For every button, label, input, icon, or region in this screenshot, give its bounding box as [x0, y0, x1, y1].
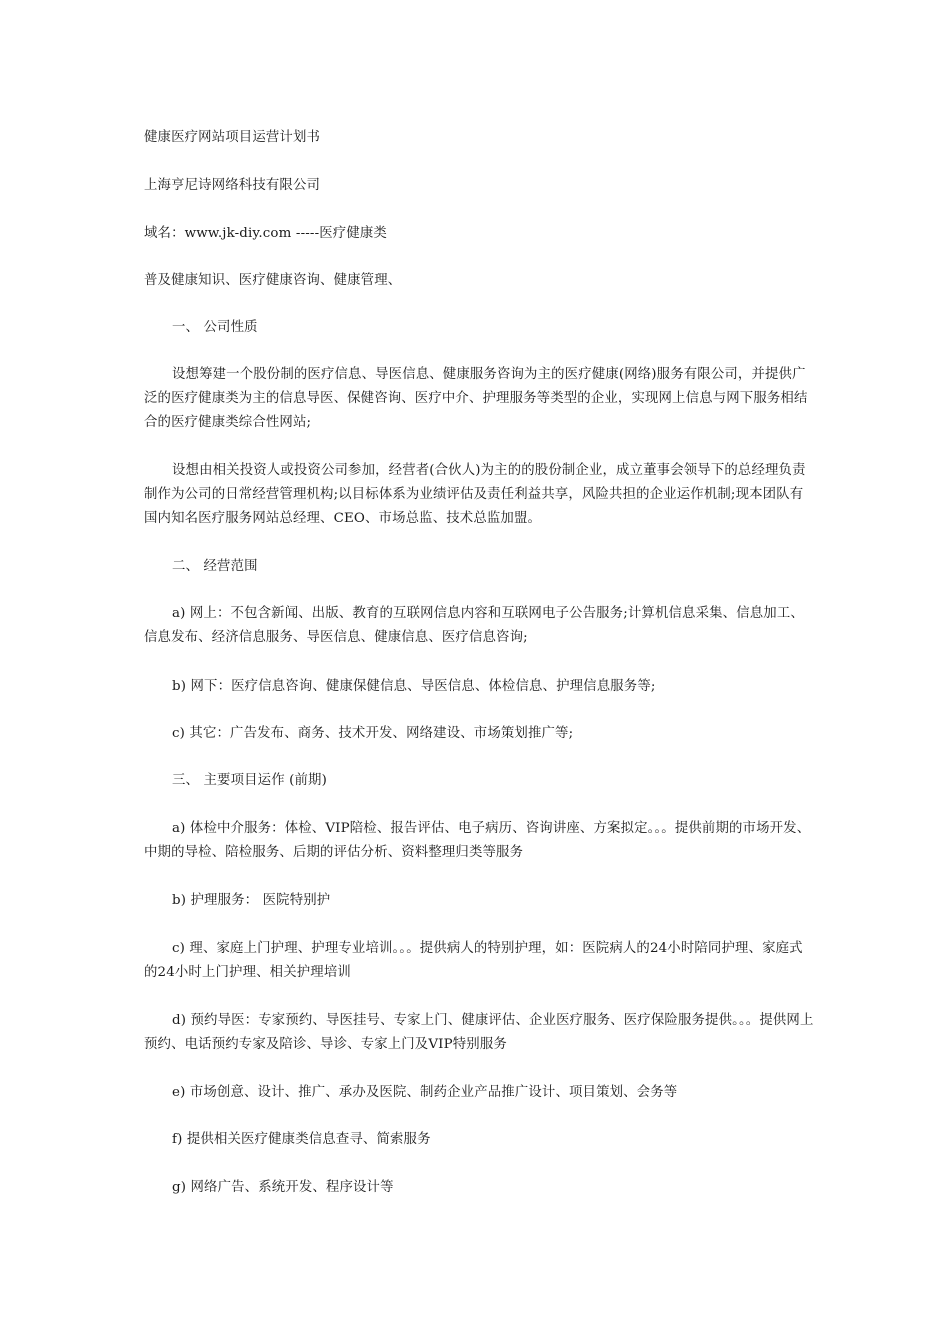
- section2-item-b: b) 网下：医疗信息咨询、健康保健信息、导医信息、体检信息、护理信息服务等;: [172, 679, 656, 694]
- section3-item-g: g) 网络广告、系统开发、程序设计等: [172, 1180, 394, 1195]
- section2-item-a: a) 网上：不包含新闻、出版、教育的互联网信息内容和互联网电子公告服务;计算机信息采集、信息加工、信息发布、经济信息服务、导医信息、健康信息、医疗信息咨询;: [144, 606, 804, 645]
- section3-heading: 三、 主要项目运作 (前期): [172, 773, 327, 788]
- section1-paragraph-1: 设想筹建一个股份制的医疗信息、导医信息、健康服务咨询为主的医疗健康(网络)服务有限公司，并提供广泛的医疗健康类为主的信息导医、保健咨询、医疗中介、护理服务等类型的企业，实现网上信息与网下服务相结合的医疗健康类综合性网站;: [144, 367, 808, 430]
- section2-item-c: c) 其它：广告发布、商务、技术开发、网络建设、市场策划推广等;: [172, 726, 574, 741]
- section3-item-b: b) 护理服务： 医院特别护: [172, 893, 331, 908]
- section3-item-a: a) 体检中介服务：体检、VIP陪检、报告评估、电子病历、咨询讲座、方案拟定。。。提供前期的市场开发、中期的导检、陪检服务、后期的评估分析、资料整理归类等服务: [144, 821, 811, 860]
- section1-heading: 一、 公司性质: [172, 320, 258, 335]
- section3-item-d: d) 预约导医：专家预约、导医挂号、专家上门、健康评估、企业医疗服务、医疗保险服务提供。。。提供网上预约、电话预约专家及陪诊、导诊、专家上门及VIP特别服务: [144, 1013, 814, 1052]
- section2-heading: 二、 经营范围: [172, 559, 258, 574]
- domain-line: 域名：www.jk-diy.com -----医疗健康类: [144, 226, 387, 241]
- section1-paragraph-2: 设想由相关投资人或投资公司参加，经营者(合伙人)为主的的股份制企业，成立董事会领导下的总经理负责制作为公司的日常经营管理机构;以目标体系为业绩评估及责任利益共享，风险共担的企业运作机制;现本团队有国内知名医疗服务网站总经理、CEO、市场总监、技术总监加盟。: [144, 463, 806, 526]
- services-line: 普及健康知识、医疗健康咨询、健康管理、: [144, 273, 402, 288]
- section3-item-c: c) 理、家庭上门护理、护理专业培训。。。提供病人的特别护理，如：医院病人的24小时陪同护理、家庭式的24小时上门护理、相关护理培训: [144, 941, 803, 980]
- doc-title: 健康医疗网站项目运营计划书: [144, 130, 321, 145]
- section3-item-f: f) 提供相关医疗健康类信息查寻、简索服务: [172, 1132, 431, 1147]
- section3-item-e: e) 市场创意、设计、推广、承办及医院、制药企业产品推广设计、项目策划、会务等: [172, 1085, 678, 1100]
- company-name: 上海亨尼诗网络科技有限公司: [144, 178, 321, 193]
